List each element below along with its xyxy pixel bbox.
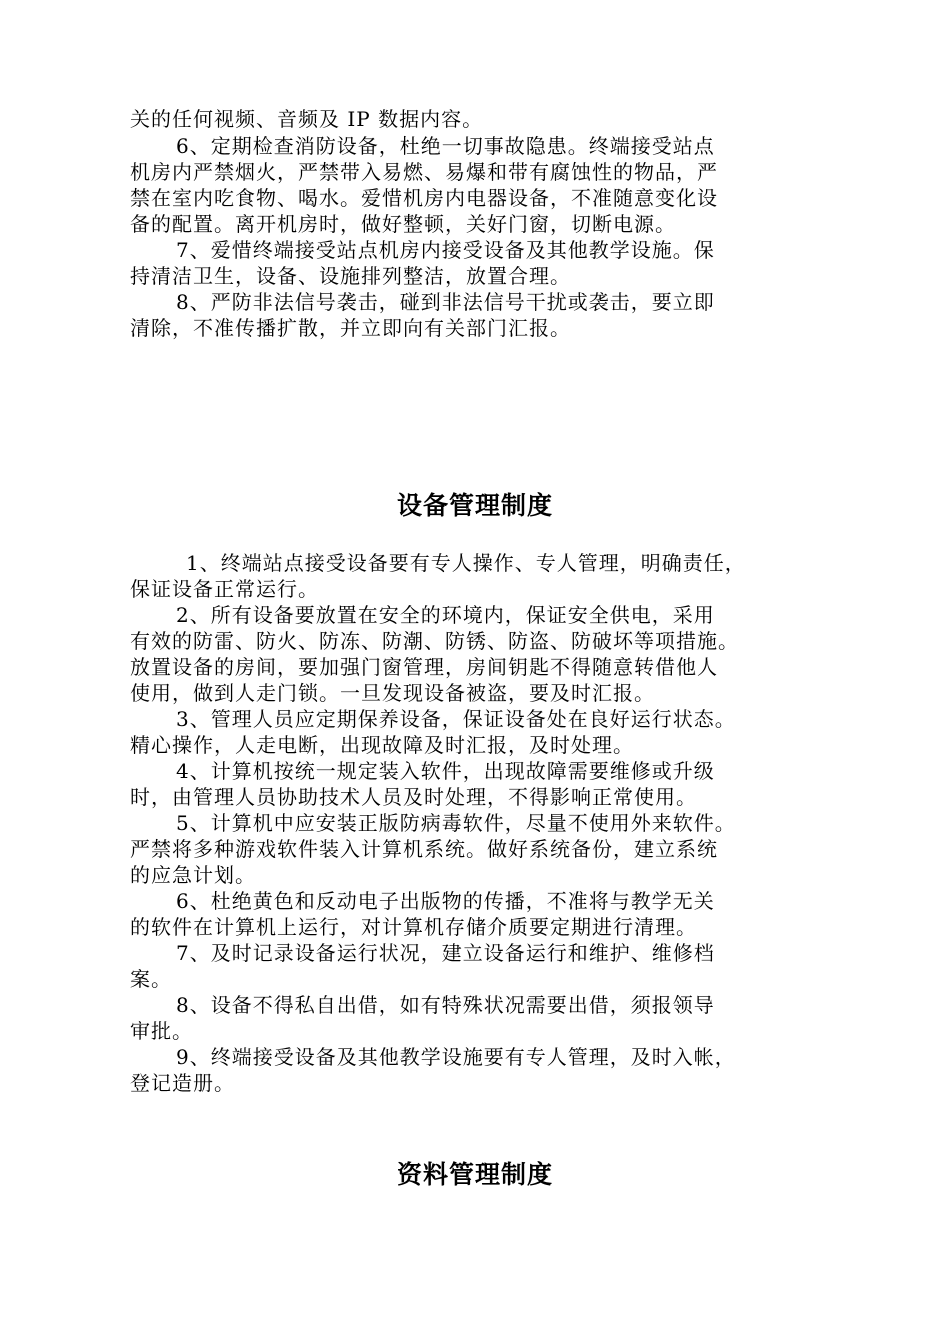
paragraph-line: 8、设备不得私自出借，如有特殊状况需要出借，须报领导 <box>176 993 715 1017</box>
paragraph-line: 持清洁卫生，设备、设施排列整洁，放置合理。 <box>130 264 571 288</box>
paragraph-line: 关的任何视频、音频及 IP 数据内容。 <box>130 107 484 131</box>
paragraph-line: 清除，不准传播扩散，并立即向有关部门汇报。 <box>130 316 571 340</box>
paragraph-line: 登记造册。 <box>130 1071 235 1095</box>
paragraph-line: 机房内严禁烟火，严禁带入易燃、易爆和带有腐蚀性的物品，严 <box>130 160 718 184</box>
section-title-documents: 资料管理制度 <box>396 1160 553 1189</box>
paragraph-line: 备的配置。离开机房时，做好整顿，关好门窗，切断电源。 <box>130 212 676 236</box>
paragraph-line: 的应急计划。 <box>130 863 256 887</box>
paragraph-line: 5、计算机中应安装正版防病毒软件，尽量不使用外来软件。 <box>176 811 736 835</box>
paragraph-line: 时，由管理人员协助技术人员及时处理，不得影响正常使用。 <box>130 785 697 809</box>
section-title-equipment: 设备管理制度 <box>396 491 553 520</box>
paragraph-line: 案。 <box>130 967 172 991</box>
paragraph-line: 6、定期检查消防设备，杜绝一切事故隐患。终端接受站点 <box>176 134 715 158</box>
paragraph-line: 9、终端接受设备及其他教学设施要有专人管理，及时入帐， <box>176 1045 736 1069</box>
paragraph-line: 放置设备的房间，要加强门窗管理，房间钥匙不得随意转借他人 <box>130 655 718 679</box>
paragraph-line: 严禁将多种游戏软件装入计算机系统。做好系统备份，建立系统 <box>130 837 718 861</box>
paragraph-line: 审批。 <box>130 1019 193 1043</box>
paragraph-line: 禁在室内吃食物、喝水。爱惜机房内电器设备，不准随意变化设 <box>130 186 718 210</box>
paragraph-line: 7、及时记录设备运行状况，建立设备运行和维护、维修档 <box>176 941 715 965</box>
paragraph-line: 1、终端站点接受设备要有专人操作、专人管理，明确责任， <box>186 551 746 575</box>
paragraph-line: 的软件在计算机上运行，对计算机存储介质要定期进行清理。 <box>130 915 697 939</box>
paragraph-line: 6、杜绝黄色和反动电子出版物的传播，不准将与教学无关 <box>176 889 715 913</box>
paragraph-line: 有效的防雷、防火、防冻、防潮、防锈、防盗、防破坏等项措施。 <box>130 629 739 653</box>
paragraph-line: 4、计算机按统一规定装入软件，出现故障需要维修或升级 <box>176 759 715 783</box>
paragraph-line: 8、严防非法信号袭击，碰到非法信号干扰或袭击，要立即 <box>176 290 715 314</box>
paragraph-line: 3、管理人员应定期保养设备，保证设备处在良好运行状态。 <box>176 707 736 731</box>
paragraph-line: 2、所有设备要放置在安全的环境内，保证安全供电，采用 <box>176 603 715 627</box>
paragraph-line: 保证设备正常运行。 <box>130 577 319 601</box>
paragraph-line: 7、爱惜终端接受站点机房内接受设备及其他教学设施。保 <box>176 238 715 262</box>
paragraph-line: 使用，做到人走门锁。一旦发现设备被盗，要及时汇报。 <box>130 681 655 705</box>
paragraph-line: 精心操作，人走电断，出现故障及时汇报，及时处理。 <box>130 733 634 757</box>
